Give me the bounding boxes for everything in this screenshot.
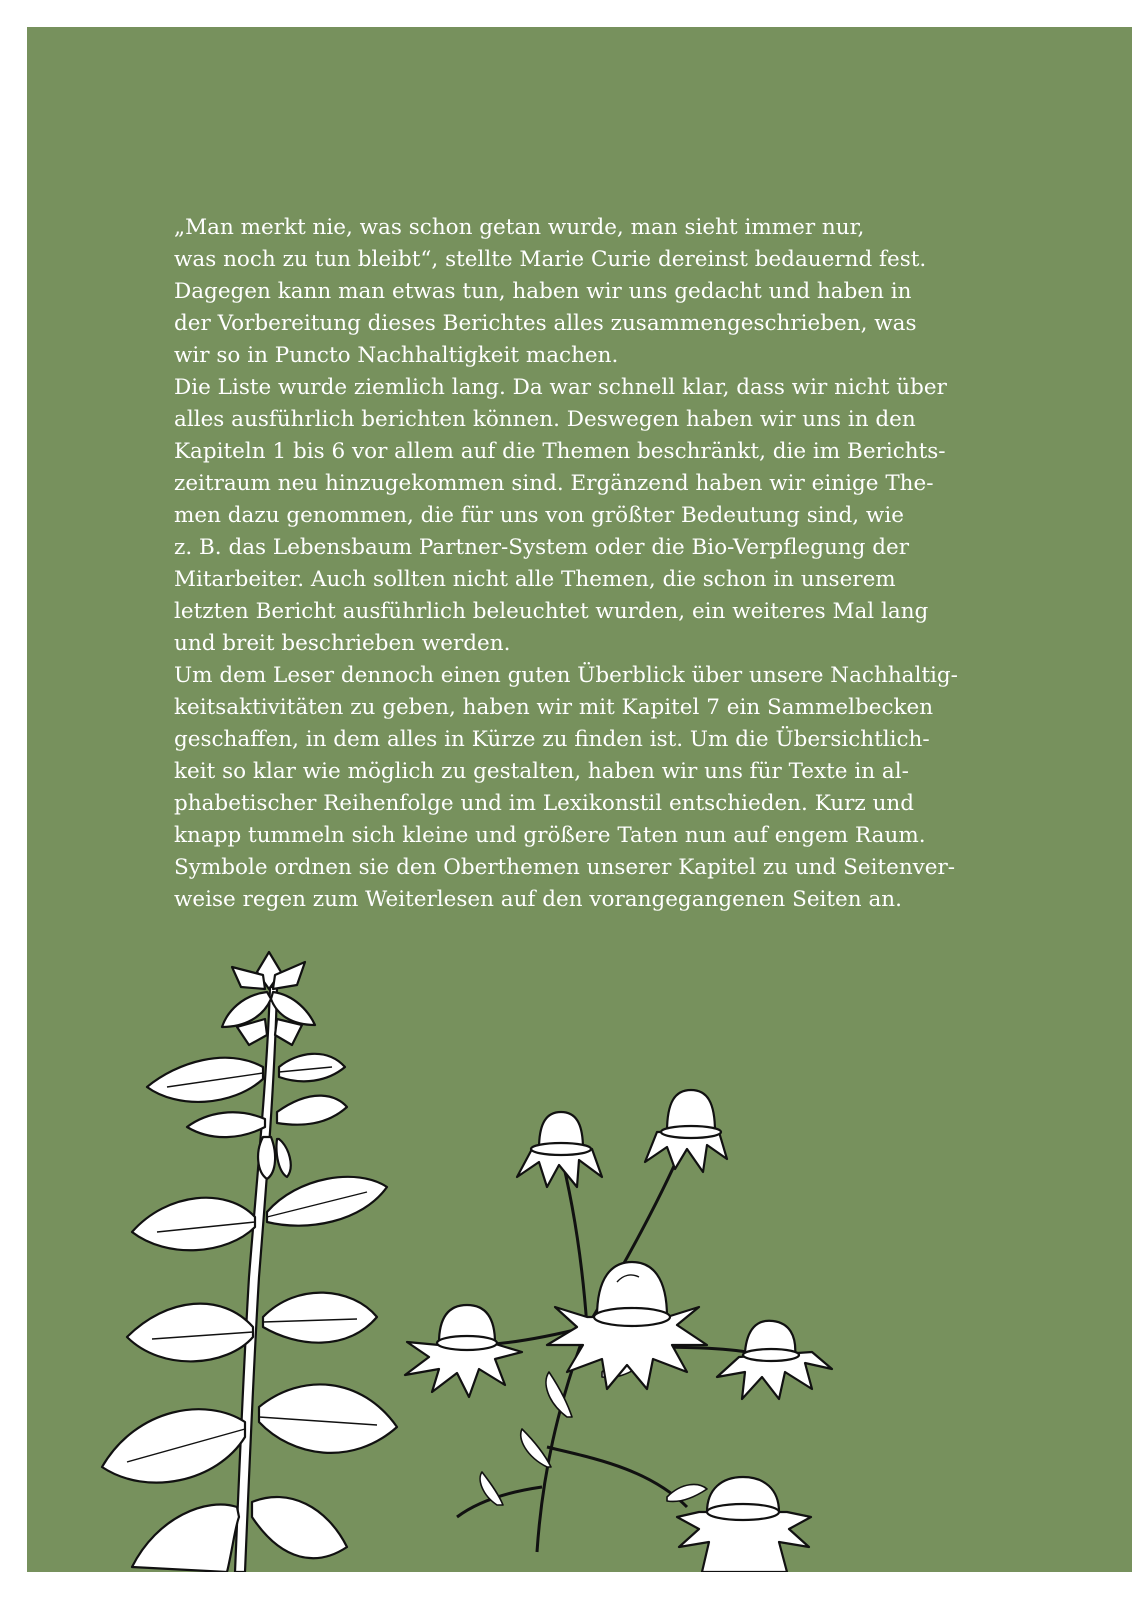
- nettle-plant-illustration: [102, 952, 397, 1572]
- text-line: letzten Bericht ausführlich beleuchtet wurden, ein weiteres Mal lang: [174, 599, 929, 624]
- text-line: Mitarbeiter. Auch sollten nicht alle Themen, die schon in unserem: [174, 567, 896, 592]
- botanical-illustration: [27, 27, 1132, 1572]
- text-line: Symbole ordnen sie den Oberthemen unserer Kapitel zu und Seitenver-: [174, 855, 956, 880]
- text-line: wir so in Puncto Nachhaltigkeit machen.: [174, 343, 619, 368]
- text-line: weise regen zum Weiterlesen auf den vorangegangenen Seiten an.: [174, 887, 902, 912]
- text-line: z. B. das Lebensbaum Partner-System oder die Bio-Verpflegung der: [174, 535, 910, 560]
- text-line: Die Liste wurde ziemlich lang. Da war schnell klar, dass wir nicht über: [174, 375, 947, 400]
- text-line: was noch zu tun bleibt“, stellte Marie Curie dereinst bedauernd fest.: [174, 247, 927, 272]
- chamomile-plant-illustration: [405, 1090, 832, 1572]
- text-line: zeitraum neu hinzugekommen sind. Ergänzend haben wir einige The-: [174, 471, 934, 496]
- text-line: „Man merkt nie, was schon getan wurde, man sieht immer nur,: [174, 215, 865, 240]
- text-line: alles ausführlich berichten können. Deswegen haben wir uns in den: [174, 407, 916, 432]
- text-line: Dagegen kann man etwas tun, haben wir uns gedacht und haben in: [174, 279, 912, 304]
- text-line: Kapiteln 1 bis 6 vor allem auf die Themen beschränkt, die im Berichts-: [174, 439, 946, 464]
- text-line: und breit beschrieben werden.: [174, 631, 511, 656]
- text-line: knapp tummeln sich kleine und größere Taten nun auf engem Raum.: [174, 823, 926, 848]
- text-line: geschaffen, in dem alles in Kürze zu finden ist. Um die Übersichtlich-: [174, 727, 930, 752]
- text-line: der Vorbereitung dieses Berichtes alles zusammengeschrieben, was: [174, 311, 917, 336]
- text-line: phabetischer Reihenfolge und im Lexikonstil entschieden. Kurz und: [174, 791, 915, 816]
- text-line: Um dem Leser dennoch einen guten Überblick über unsere Nachhaltig-: [174, 663, 958, 688]
- green-panel: [27, 27, 1132, 1572]
- text-line: keit so klar wie möglich zu gestalten, haben wir uns für Texte in al-: [174, 759, 909, 784]
- text-line: men dazu genommen, die für uns von größter Bedeutung sind, wie: [174, 503, 904, 528]
- text-line: keitsaktivitäten zu geben, haben wir mit Kapitel 7 ein Sammelbecken: [174, 695, 934, 720]
